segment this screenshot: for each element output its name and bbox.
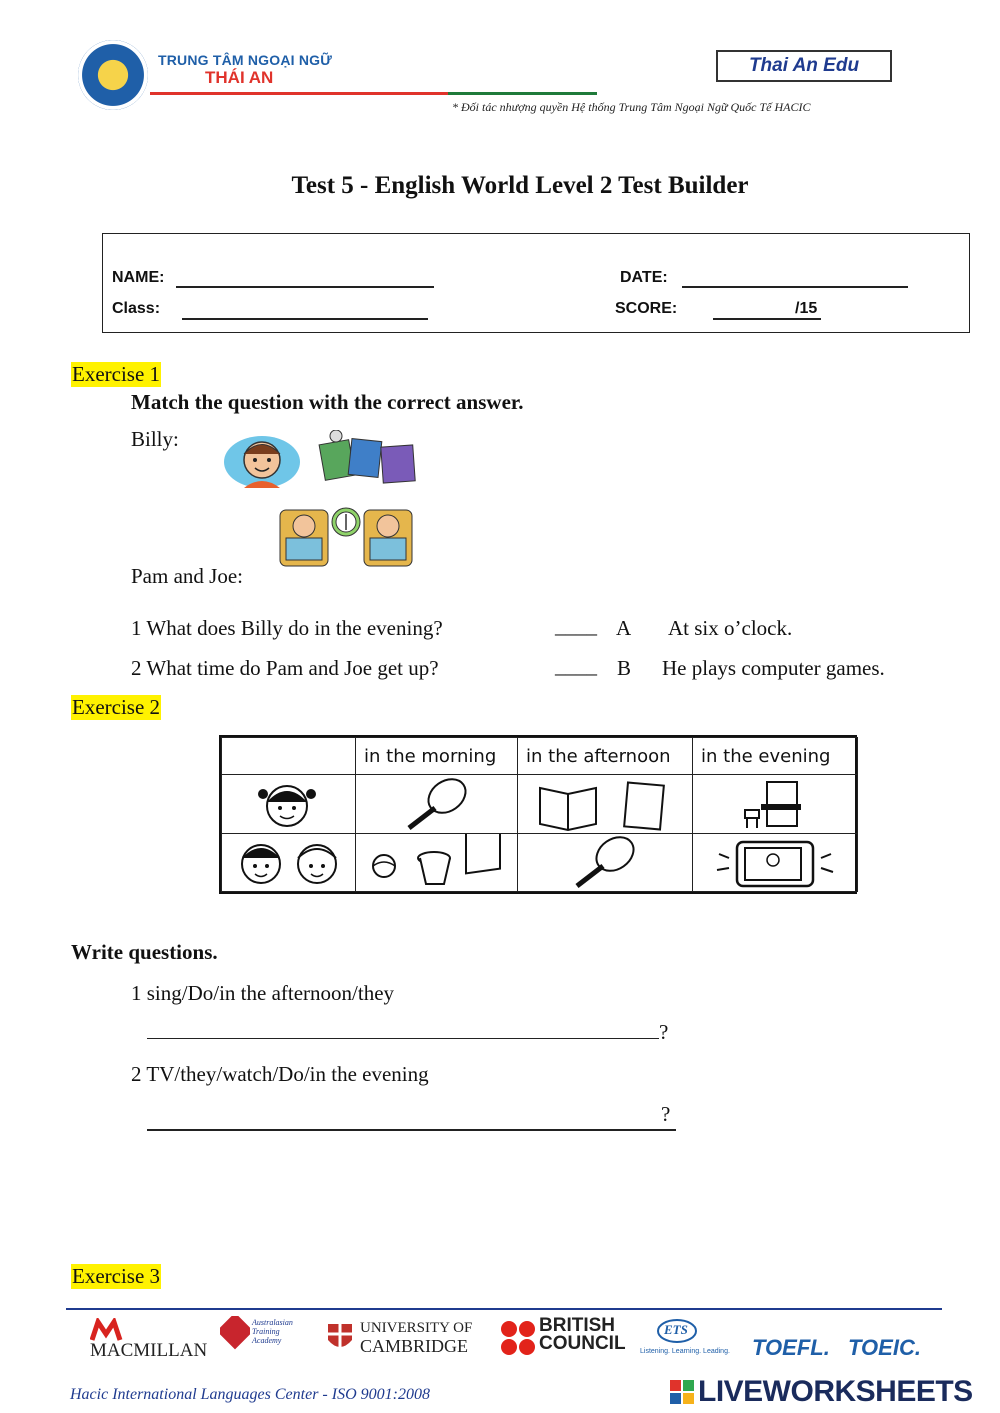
brand-badge: Thai An Edu (716, 50, 892, 82)
write-answer-line-2[interactable] (147, 1129, 676, 1131)
toeic-logo: TOEIC. (848, 1335, 921, 1360)
date-label: DATE: (620, 269, 668, 286)
liveworksheets-logo-icon (668, 1378, 696, 1406)
score-label: SCORE: (615, 300, 678, 317)
name-label: NAME: (112, 269, 165, 286)
option-letter-b: B (617, 656, 632, 680)
cambridge-logo-line2: CAMBRIDGE (360, 1336, 469, 1356)
score-blank[interactable] (713, 318, 821, 320)
billy-computer-games-picture (222, 430, 427, 492)
girl-face-cell (222, 775, 356, 834)
center-name-line2: THÁI AN (205, 68, 274, 87)
write-questions-label: Write questions. (71, 940, 218, 964)
boys-afternoon-cell (518, 833, 693, 892)
schedule-table (219, 735, 857, 894)
ata-logo-text: Australasian Training Academy (252, 1318, 293, 1345)
british-council-dots-icon (500, 1320, 536, 1356)
question-1: 1 What does Billy do in the evening? (131, 616, 443, 640)
write-answer-line-1[interactable] (147, 1038, 659, 1039)
option-b-text: He plays computer games. (662, 656, 885, 680)
score-value: /15 (795, 300, 818, 317)
exercise3-label: Exercise 3 (72, 1264, 161, 1288)
pam-joe-label: Pam and Joe: (131, 564, 243, 588)
liveworksheets-watermark: LIVEWORKSHEETS (698, 1375, 973, 1408)
write-end-mark-2: ? (661, 1102, 671, 1126)
exercise1-instruction: Match the question with the correct answer. (131, 390, 524, 414)
center-name-line1: TRUNG TÂM NGOẠI NGỮ (158, 52, 333, 68)
class-blank[interactable] (182, 318, 428, 320)
name-blank[interactable] (176, 286, 434, 288)
cambridge-crest-icon (326, 1322, 354, 1354)
exercise2-label: Exercise 2 (72, 695, 161, 719)
answer-blank-1[interactable]: ____ (555, 614, 597, 638)
ets-logo-text: ETS (664, 1322, 688, 1337)
ball-basket-fridge-icon (362, 834, 512, 890)
pam-joe-bed-picture (276, 500, 418, 576)
page-title: Test 5 - English World Level 2 Test Builder (291, 172, 749, 199)
date-blank[interactable] (682, 286, 908, 288)
write-end-mark-1: ? (659, 1020, 669, 1044)
british-council-line1: BRITISH (539, 1315, 615, 1336)
tennis-racket-icon-2 (565, 834, 645, 890)
girl-face-icon (249, 776, 329, 832)
question-2: 2 What time do Pam and Joe get up? (131, 656, 439, 680)
macmillan-logo-text: MACMILLAN (90, 1340, 208, 1361)
class-label: Class: (112, 300, 161, 317)
ata-logo-icon (220, 1316, 250, 1356)
header-afternoon: in the afternoon (518, 738, 693, 775)
book-notebook-icon (530, 776, 680, 832)
cambridge-logo-line1: UNIVERSITY OF (360, 1320, 473, 1336)
partner-note: * Đối tác nhượng quyền Hệ thống Trung Tâm Ngoại Ngữ Quốc Tế HACIC (452, 100, 811, 114)
ets-tagline: Listening. Learning. Leading. (640, 1348, 730, 1355)
option-a-text: At six o’clock. (668, 616, 793, 640)
answer-blank-2[interactable]: ____ (555, 654, 597, 678)
girl-evening-cell (693, 775, 858, 834)
british-council-line2: COUNCIL (539, 1333, 626, 1354)
header-morning: in the morning (356, 738, 518, 775)
tv-icon (705, 834, 845, 890)
table-corner-cell (222, 738, 356, 775)
header-rule (150, 92, 895, 95)
girl-morning-cell (356, 775, 518, 834)
billy-label: Billy: (131, 427, 179, 451)
piano-icon (735, 776, 815, 832)
boys-face-cell (222, 833, 356, 892)
header-evening: in the evening (693, 738, 858, 775)
boys-face-icon (229, 834, 349, 890)
center-logo (78, 40, 148, 110)
girl-afternoon-cell (518, 775, 693, 834)
toefl-logo: TOEFL. (752, 1335, 830, 1360)
footer-rule (66, 1308, 942, 1310)
tennis-racket-icon (397, 776, 477, 832)
write-prompt-1: 1 sing/Do/in the afternoon/they (131, 981, 395, 1005)
option-letter-a: A (616, 616, 632, 640)
write-prompt-2: 2 TV/they/watch/Do/in the evening (131, 1062, 429, 1086)
boys-morning-cell (356, 833, 518, 892)
boys-evening-cell (693, 833, 858, 892)
iso-footer-text: Hacic International Languages Center - ISO 9001:2008 (70, 1386, 430, 1403)
macmillan-logo-icon (90, 1318, 124, 1342)
exercise1-label: Exercise 1 (72, 362, 161, 386)
